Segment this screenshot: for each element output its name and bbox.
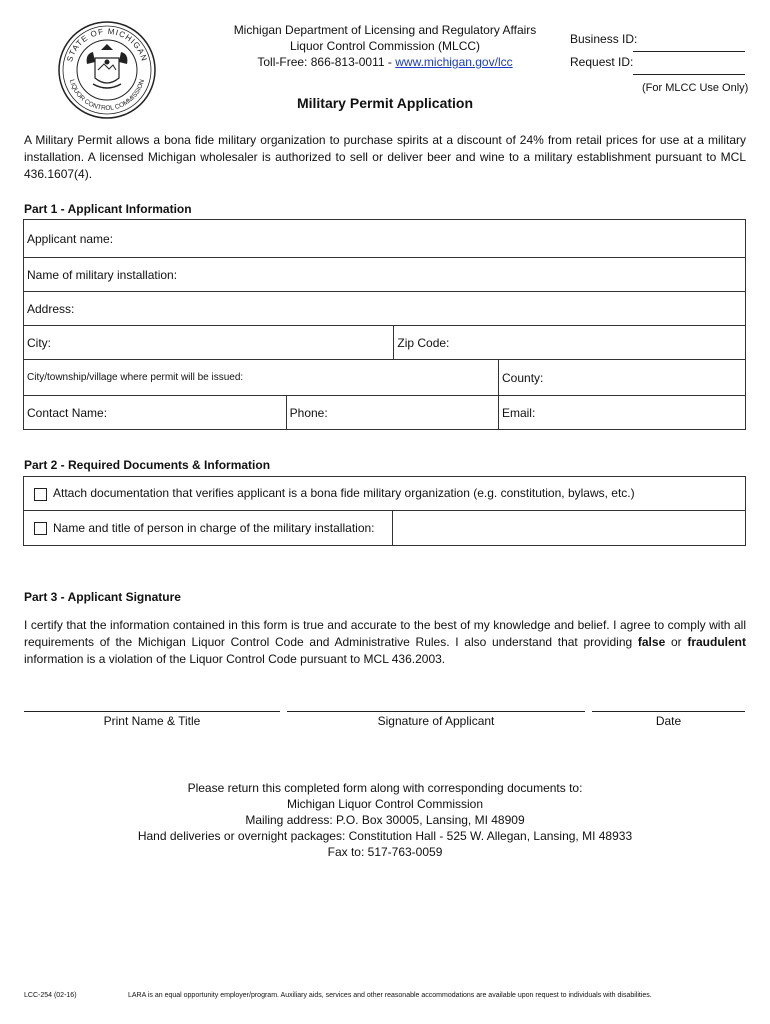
- business-id-field[interactable]: [633, 51, 745, 52]
- signature-label: Signature of Applicant: [377, 714, 495, 728]
- business-id-label: Business ID:: [570, 32, 638, 46]
- email-label: Email:: [501, 405, 536, 420]
- return-line-1: Please return this completed form along with corresponding documents to:: [187, 781, 583, 795]
- signature-line[interactable]: [287, 711, 585, 728]
- documentation-checkbox[interactable]: [34, 488, 47, 501]
- contact-line: [200, 54, 570, 70]
- documentation-row: [24, 477, 746, 511]
- toll-free-text: Toll-Free: 866-813-0011 -: [257, 55, 396, 69]
- person-in-charge-row: [24, 511, 393, 546]
- certification-fraudulent: fraudulent: [687, 635, 747, 649]
- commission-name: Liquor Control Commission (MLCC): [289, 39, 481, 53]
- part3-heading: Part 3 - Applicant Signature: [24, 590, 181, 604]
- installation-name-label: Name of military installation:: [27, 267, 178, 282]
- permit-location-field[interactable]: [24, 360, 499, 396]
- certification-part-b: information is a violation of the Liquor Control Code pursuant to MCL 436.2003.: [24, 652, 446, 666]
- county-label: County:: [502, 370, 544, 385]
- contact-name-label: Contact Name:: [27, 405, 108, 420]
- certification-or: or: [665, 635, 688, 649]
- county-field[interactable]: [499, 360, 746, 396]
- date-line[interactable]: [592, 711, 745, 728]
- department-name: Michigan Department of Licensing and Regulatory Affairs: [233, 23, 537, 37]
- agency-header: [200, 22, 570, 70]
- website-link[interactable]: www.michigan.gov/lcc: [395, 55, 513, 69]
- person-in-charge-field[interactable]: [393, 511, 746, 546]
- person-in-charge-checkbox[interactable]: [34, 522, 47, 535]
- mlcc-use-only-note: (For MLCC Use Only): [642, 82, 749, 94]
- address-label: Address:: [27, 301, 75, 316]
- phone-label: Phone:: [289, 405, 328, 420]
- address-field[interactable]: [24, 292, 746, 326]
- city-field[interactable]: [24, 326, 394, 360]
- seal-bottom-text: LIQUOR CONTROL COMMISSION: [67, 78, 147, 113]
- contact-name-field[interactable]: [24, 396, 287, 430]
- city-label: City:: [27, 335, 51, 350]
- eeo-statement: LARA is an equal opportunity employer/program. Auxiliary aids, services and other reasonable accommodations are available upon request to individuals with disabilities.: [128, 992, 652, 999]
- certification-part-a: I certify that the information contained in this form is true and accurate to the best of my knowledge and belief. I agree to comply with all requirements of the Michigan Liquor Control Code and Administrative Rules. I also understand that providing: [24, 618, 746, 649]
- return-instructions: [0, 780, 770, 860]
- certification-text: [24, 617, 746, 668]
- certification-false: false: [637, 635, 666, 649]
- fax-number: Fax to: 517-763-0059: [327, 845, 443, 859]
- form-title: Military Permit Application: [296, 95, 474, 111]
- installation-name-field[interactable]: [24, 258, 746, 292]
- request-id-label: Request ID:: [570, 55, 634, 69]
- applicant-info-table: [23, 219, 746, 430]
- zip-label: Zip Code:: [397, 335, 450, 350]
- form-code: LCC-254 (02-16): [24, 992, 77, 999]
- return-line-2: Michigan Liquor Control Commission: [286, 797, 484, 811]
- print-name-line[interactable]: [24, 711, 280, 728]
- print-name-label: Print Name & Title: [103, 714, 201, 728]
- date-label: Date: [655, 714, 682, 728]
- hand-delivery-address: Hand deliveries or overnight packages: Constitution Hall - 525 W. Allegan, Lansing, MI 48933: [137, 829, 633, 843]
- documentation-label: Attach documentation that verifies applicant is a bona fide military organization (e.g. constitution, bylaws, etc.): [53, 486, 635, 501]
- request-id-field[interactable]: [633, 74, 745, 75]
- intro-paragraph: A Military Permit allows a bona fide military organization to purchase spirits at a discount of 24% from retail prices for use at a military installation. A licensed Michigan wholesaler is authorized to sell or deliver beer and wine to a military establishment pursuant to MCL 436.1607(4).: [24, 133, 746, 181]
- permit-location-label: City/township/village where permit will be issued:: [27, 372, 244, 383]
- applicant-name-field[interactable]: [24, 220, 746, 258]
- phone-field[interactable]: [286, 396, 498, 430]
- zip-field[interactable]: [394, 326, 746, 360]
- part1-heading: Part 1 - Applicant Information: [24, 202, 192, 216]
- applicant-name-label: Applicant name:: [27, 231, 114, 246]
- part2-heading: Part 2 - Required Documents & Information: [24, 458, 271, 472]
- person-in-charge-label: Name and title of person in charge of the military installation:: [53, 520, 375, 535]
- seal-top-text: STATE OF MICHIGAN: [65, 26, 149, 63]
- required-docs-table: [23, 476, 746, 546]
- email-field[interactable]: [498, 396, 745, 430]
- mailing-address: Mailing address: P.O. Box 30005, Lansing, MI 48909: [245, 813, 525, 827]
